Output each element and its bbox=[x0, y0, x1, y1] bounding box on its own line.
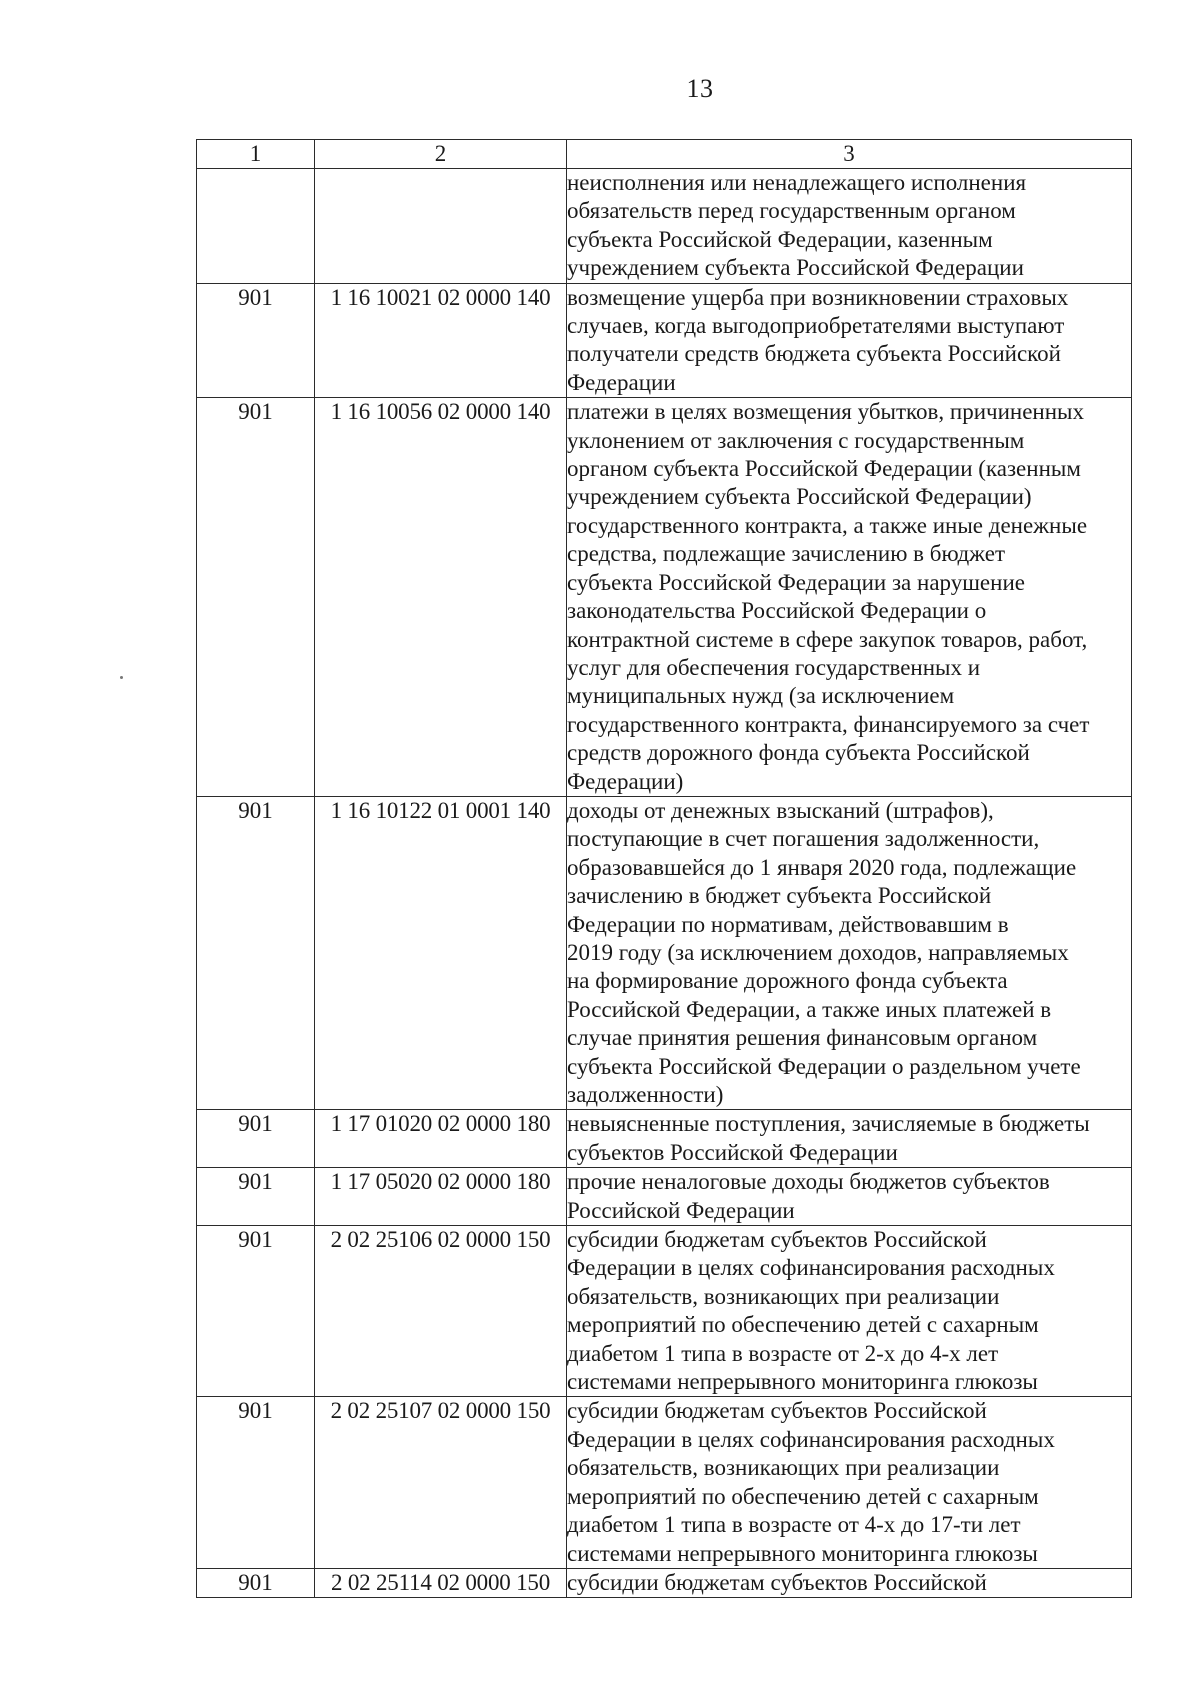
description-line: получатели средств бюджета субъекта Российской bbox=[567, 341, 1061, 367]
admin-code-cell: 901 bbox=[197, 1226, 315, 1397]
description-line: возмещение ущерба при возникновении страховых bbox=[567, 284, 1069, 310]
table-row bbox=[197, 1568, 1132, 1597]
budget-code-cell: 1 16 10056 02 0000 140 bbox=[315, 398, 567, 797]
description-line: обязательств, возникающих при реализации bbox=[567, 1283, 1000, 1309]
description-line: диабетом 1 типа в возрасте от 2-х до 4-х лет bbox=[567, 1340, 999, 1366]
description-line: субъектов Российской Федерации bbox=[567, 1139, 898, 1165]
description-line: услуг для обеспечения государственных и bbox=[567, 654, 981, 680]
description-line: муниципальных нужд (за исключением bbox=[567, 683, 955, 709]
description-line: мероприятий по обеспечению детей с сахарным bbox=[567, 1312, 1039, 1338]
table-body bbox=[197, 140, 1132, 1598]
page-number: 13 bbox=[686, 74, 714, 103]
description-line: Федерации в целях софинансирования расходных bbox=[567, 1255, 1055, 1281]
description-line: неисполнения или ненадлежащего исполнения bbox=[567, 170, 1027, 195]
description-line: задолженности) bbox=[567, 1082, 724, 1107]
header-col-3: 3 bbox=[567, 140, 1132, 169]
description-line: Российской Федерации bbox=[567, 1197, 795, 1223]
description-line: образовавшейся до 1 января 2020 года, подлежащие bbox=[567, 854, 1077, 880]
description-cell bbox=[567, 1397, 1132, 1568]
description-line: невыясненные поступления, зачисляемые в бюджеты bbox=[567, 1111, 1090, 1137]
description-line: случае принятия решения финансовым органом bbox=[567, 1025, 1038, 1051]
table-row bbox=[197, 1110, 1132, 1168]
admin-code-cell: 901 bbox=[197, 1168, 315, 1226]
description-line: субъекта Российской Федерации о раздельном учете bbox=[567, 1053, 1081, 1079]
description-line: системами непрерывного мониторинга глюкозы bbox=[567, 1369, 1038, 1395]
budget-code-cell: 1 16 10021 02 0000 140 bbox=[315, 283, 567, 398]
description-line: субсидии бюджетам субъектов Российской bbox=[567, 1227, 987, 1253]
description-cell bbox=[567, 1568, 1132, 1597]
budget-code-cell: 2 02 25106 02 0000 150 bbox=[315, 1226, 567, 1397]
description-line: случаев, когда выгодоприобретателями выступают bbox=[567, 313, 1065, 339]
description-line: учреждением субъекта Российской Федерации) bbox=[567, 484, 1032, 510]
description-line: обязательств перед государственным органом bbox=[567, 198, 1016, 224]
description-line: обязательств, возникающих при реализации bbox=[567, 1455, 1000, 1481]
description-cell bbox=[567, 398, 1132, 797]
description-line: субсидии бюджетам субъектов Российской bbox=[567, 1569, 987, 1595]
table-row bbox=[197, 1226, 1132, 1397]
budget-classification-table bbox=[196, 139, 1132, 1598]
description-cell bbox=[567, 1226, 1132, 1397]
description-line: поступающие в счет погашения задолженности, bbox=[567, 826, 1040, 852]
admin-code-cell: 901 bbox=[197, 398, 315, 797]
budget-code-cell: 2 02 25114 02 0000 150 bbox=[315, 1568, 567, 1597]
description-line: Федерации) bbox=[567, 768, 684, 794]
table-row bbox=[197, 398, 1132, 797]
header-col-2: 2 bbox=[315, 140, 567, 169]
table-row bbox=[197, 283, 1132, 398]
table-row bbox=[197, 169, 1132, 284]
admin-code-cell: 901 bbox=[197, 1397, 315, 1568]
table-row bbox=[197, 1397, 1132, 1568]
admin-code-cell bbox=[197, 169, 315, 284]
description-line: органом субъекта Российской Федерации (казенным bbox=[567, 456, 1081, 482]
description-line: системами непрерывного мониторинга глюкозы bbox=[567, 1540, 1038, 1566]
description-line: диабетом 1 типа в возрасте от 4-х до 17-ти лет bbox=[567, 1512, 1021, 1538]
description-line: доходы от денежных взысканий (штрафов), bbox=[567, 797, 994, 823]
admin-code-cell: 901 bbox=[197, 1568, 315, 1597]
description-cell bbox=[567, 283, 1132, 398]
description-line: законодательства Российской Федерации о bbox=[567, 598, 987, 624]
description-cell bbox=[567, 796, 1132, 1109]
description-line: субъекта Российской Федерации, казенным bbox=[567, 226, 993, 252]
budget-code-cell bbox=[315, 169, 567, 284]
description-cell bbox=[567, 169, 1132, 284]
table-row bbox=[197, 796, 1132, 1109]
description-line: государственного контракта, финансируемого за счет bbox=[567, 711, 1090, 737]
description-line: Федерации в целях софинансирования расходных bbox=[567, 1426, 1055, 1452]
description-line: государственного контракта, а также иные денежные bbox=[567, 512, 1088, 538]
budget-code-cell: 1 16 10122 01 0001 140 bbox=[315, 796, 567, 1109]
description-line: платежи в целях возмещения убытков, причиненных bbox=[567, 399, 1084, 425]
description-line: учреждением субъекта Российской Федерации bbox=[567, 255, 1024, 281]
description-line: средств дорожного фонда субъекта Российской bbox=[567, 740, 1030, 766]
scan-speck bbox=[120, 676, 123, 679]
description-line: Федерации bbox=[567, 369, 676, 395]
description-line: контрактной системе в сфере закупок товаров, работ, bbox=[567, 626, 1088, 652]
description-line: уклонением от заключения с государственным bbox=[567, 427, 1025, 453]
description-cell bbox=[567, 1110, 1132, 1168]
description-cell bbox=[567, 1168, 1132, 1226]
admin-code-cell: 901 bbox=[197, 1110, 315, 1168]
admin-code-cell: 901 bbox=[197, 283, 315, 398]
description-line: 2019 году (за исключением доходов, направляемых bbox=[567, 939, 1069, 965]
header-col-1: 1 bbox=[197, 140, 315, 169]
description-line: на формирование дорожного фонда субъекта bbox=[567, 968, 1008, 994]
description-line: субъекта Российской Федерации за нарушение bbox=[567, 569, 1025, 595]
table-row bbox=[197, 1168, 1132, 1226]
description-line: Федерации по нормативам, действовавшим в bbox=[567, 911, 1009, 937]
budget-code-cell: 1 17 01020 02 0000 180 bbox=[315, 1110, 567, 1168]
description-line: средства, подлежащие зачислению в бюджет bbox=[567, 541, 1006, 567]
document-sheet bbox=[196, 139, 1131, 1598]
budget-code-cell: 2 02 25107 02 0000 150 bbox=[315, 1397, 567, 1568]
description-line: зачислению в бюджет субъекта Российской bbox=[567, 883, 992, 909]
description-line: мероприятий по обеспечению детей с сахарным bbox=[567, 1483, 1039, 1509]
table-header-row bbox=[197, 140, 1132, 169]
description-line: субсидии бюджетам субъектов Российской bbox=[567, 1398, 987, 1424]
budget-code-cell: 1 17 05020 02 0000 180 bbox=[315, 1168, 567, 1226]
description-line: Российской Федерации, а также иных платежей в bbox=[567, 996, 1052, 1022]
admin-code-cell: 901 bbox=[197, 796, 315, 1109]
description-line: прочие неналоговые доходы бюджетов субъектов bbox=[567, 1169, 1050, 1195]
